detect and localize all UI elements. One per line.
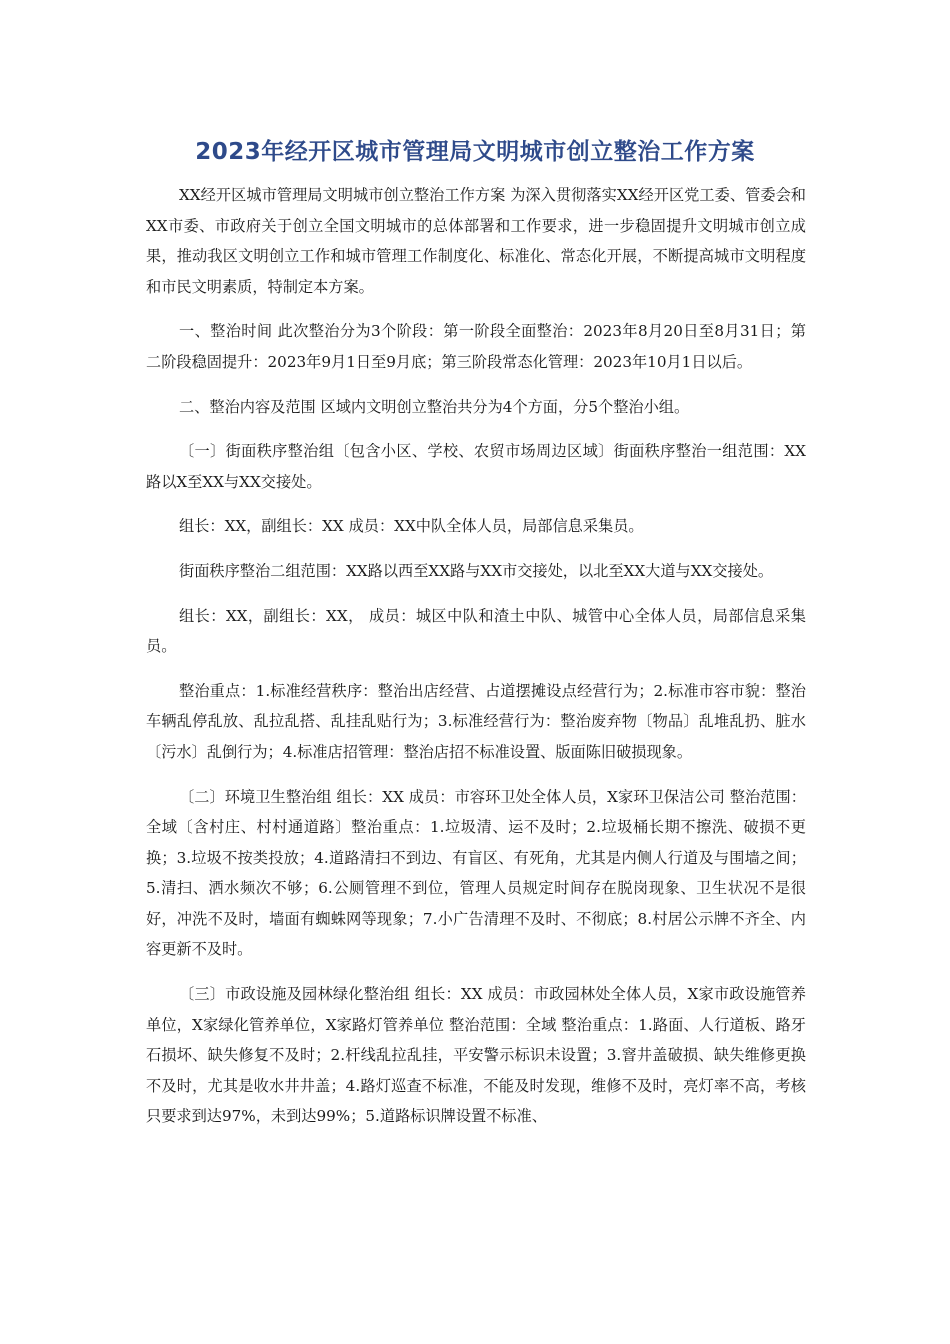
paragraph-municipal-group: 〔三〕市政设施及园林绿化整治组 组长：XX 成员：市政园林处全体人员，X家市政设施管养单位，X家绿化管养单位，X家路灯管养单位 整治范围：全域 整治重点：1.路面、人行道板、路牙石损坏、缺失修复不及时；2.杆线乱拉乱挂，平安警示标识未设置；3.窨井盖破损、缺失维修更换不及时，尤其是收水井井盖；4.路灯巡查不标准，不能及时发现，维修不及时，亮灯率不高，考核只要求到达97%，未到达99%；5.道路标识牌设置不标准、: [146, 985, 806, 1126]
paragraph-sanitation-group: 〔二〕环境卫生整治组 组长：XX 成员：市容环卫处全体人员，X家环卫保洁公司 整治范围：全域〔含村庄、村村通道路〕整治重点：1.垃圾清、运不及时；2.垃圾桶长期不擦洗、破损不更换；3.垃圾不按类投放；4.道路清扫不到边、有盲区、有死角，尤其是内侧人行道及与围墙之间；5.清扫、洒水频次不够；6.公厕管理不到位，管理人员规定时间存在脱岗现象、卫生状况不是很好，冲洗不及时，墙面有蜘蛛网等现象；7.小广告清理不及时、不彻底；8.村居公示牌不齐全、内容更新不及时。: [146, 787, 806, 959]
paragraph-intro: XX经开区城市管理局文明城市创立整治工作方案 为深入贯彻落实XX经开区党工委、管委会和XX市委、市政府关于创立全国文明城市的总体部署和工作要求，进一步稳固提升文明城市创立成果，推动我区文明创立工作和城市管理工作制度化、标准化、常态化开展，不断提高城市文明程度和市民文明素质，特制定本方案。: [146, 186, 806, 296]
paragraph-street-group-2: 街面秩序整治二组范围：XX路以西至XX路与XX市交接处，以北至XX大道与XX交接处。: [179, 561, 774, 580]
paragraph-street-focus: 整治重点：1.标准经营秩序：整治出店经营、占道摆摊设点经营行为；2.标准市容市貌：整治车辆乱停乱放、乱拉乱搭、乱挂乱贴行为；3.标准经营行为：整治废弃物〔物品〕乱堆乱扔、脏水〔污水〕乱倒行为；4.标准店招管理：整治店招不标准设置、版面陈旧破损现象。: [146, 681, 806, 761]
paragraph-schedule: 一、整治时间 此次整治分为3个阶段：第一阶段全面整治：2023年8月20日至8月31日；第二阶段稳固提升：2023年9月1日至9月底；第三阶段常态化管理：2023年10月1日以后。: [146, 322, 806, 371]
paragraph-street-group-1-members: 组长：XX，副组长：XX 成员：XX中队全体人员，局部信息采集员。: [179, 517, 644, 536]
document-title: 2023年经开区城市管理局文明城市创立整治工作方案: [195, 139, 755, 165]
document-body: [146, 180, 806, 1146]
paragraph-street-group-2-members: 组长：XX，副组长：XX， 成员：城区中队和渣土中队、城管中心全体人员，局部信息采集员。: [146, 606, 806, 656]
paragraph-street-group-1: 〔一〕街面秩序整治组〔包含小区、学校、农贸市场周边区域〕街面秩序整治一组范围：XX路以X至XX与XX交接处。: [146, 442, 806, 491]
paragraph-scope: 二、整治内容及范围 区域内文明创立整治共分为4个方面，分5个整治小组。: [179, 397, 690, 416]
